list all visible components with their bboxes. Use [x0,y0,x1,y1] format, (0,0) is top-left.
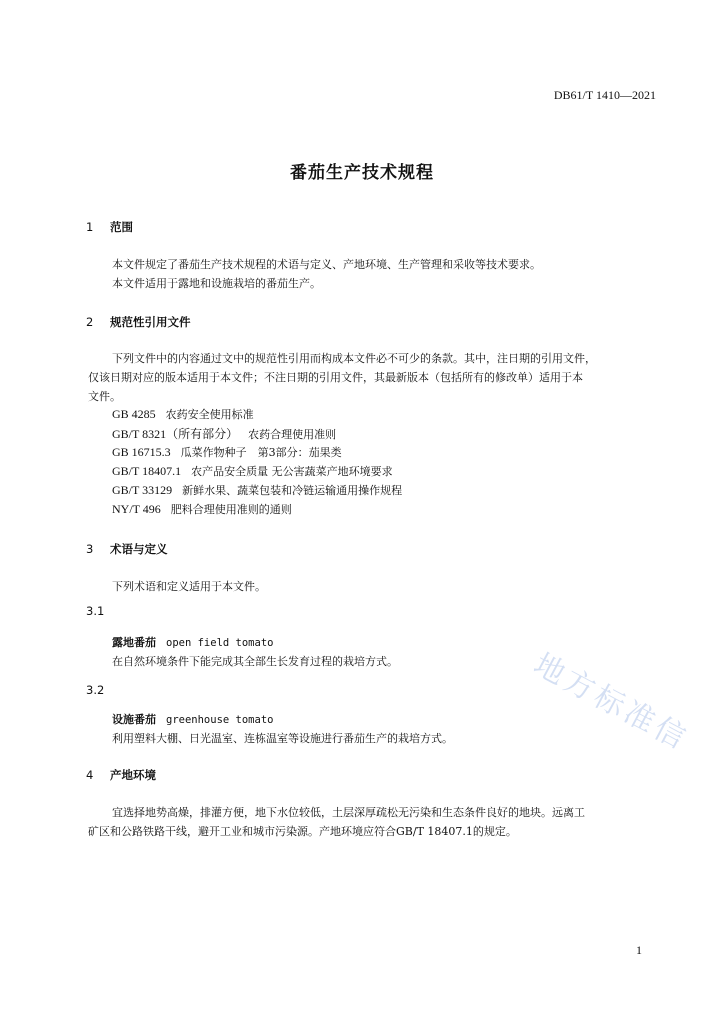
term-name-en: open field tomato [166,637,274,649]
scope-paragraph: 本文件规定了番茄生产技术规程的术语与定义、产地环境、生产管理和采收等技术要求。 [112,258,541,271]
reference-item [112,463,393,479]
normative-intro-line: 下列文件中的内容通过文中的规范性引用而构成本文件必不可少的条款。其中，注日期的引用文件， [112,352,596,365]
reference-title: 新鲜水果、蔬菜包装和冷链运输通用操作规程 [182,484,403,497]
section-environment-heading [86,767,156,783]
term-entry [112,634,273,650]
section-title: 规范性引用文件 [110,315,191,329]
reference-code: GB/T 33129 [112,483,173,497]
reference-item [112,501,292,517]
reference-item [112,482,402,498]
environment-line: 宜选择地势高燥，排灌方便，地下水位较低，土层深厚疏松无污染和生态条件良好的地块。远离工 [112,806,585,819]
term-definition: 在自然环境条件下能完成其全部生长发育过程的栽培方式。 [112,655,398,668]
reference-code: GB/T 8321（所有部分） [112,427,239,441]
term-entry [112,711,273,727]
environment-line: 矿区和公路铁路干线，避开工业和城市污染源。产地环境应符合GB/T 18407.1的规定。 [88,825,517,838]
scope-paragraph: 本文件适用于露地和设施栽培的番茄生产。 [112,277,321,290]
section-title: 产地环境 [110,768,157,782]
term-definition: 利用塑料大棚、日光温室、连栋温室等设施进行番茄生产的栽培方式。 [112,732,453,745]
section-title: 范围 [110,220,134,234]
reference-code: GB 4285 [112,407,156,421]
reference-item [112,444,342,460]
watermark: 地方标准信 [527,647,695,758]
reference-code: GB/T 18407.1 [112,464,182,478]
document-title: 番茄生产技术规程 [290,163,434,183]
reference-title: 瓜菜作物种子 第3部分：茄果类 [180,446,342,459]
reference-code: NY/T 496 [112,502,161,516]
reference-title: 农产品安全质量 无公害蔬菜产地环境要求 [191,465,393,478]
reference-item [112,406,254,422]
term-number: 3.2 [86,683,105,697]
standard-code: DB61/T 1410—2021 [553,88,656,102]
section-number: 1 [86,220,94,234]
reference-code: GB 16715.3 [112,445,171,459]
term-name-zh: 露地番茄 [112,636,156,649]
term-name-zh: 设施番茄 [112,713,156,726]
section-number: 2 [86,315,94,329]
section-number: 3 [86,542,94,556]
section-terms-heading [86,541,168,557]
reference-title: 农药合理使用准则 [248,428,337,441]
term-name-en: greenhouse tomato [166,714,274,726]
reference-title: 肥料合理使用准则的通则 [170,503,292,516]
reference-title: 农药安全使用标准 [165,408,254,421]
section-normative-heading [86,314,191,330]
section-number: 4 [86,768,94,782]
page-number: 1 [636,943,642,957]
term-number: 3.1 [86,604,105,618]
terms-intro: 下列术语和定义适用于本文件。 [112,580,266,593]
section-title: 术语与定义 [110,542,168,556]
normative-intro-line: 文件。 [88,390,121,403]
section-scope-heading [86,219,133,235]
reference-item [112,425,336,442]
normative-intro-line: 仅该日期对应的版本适用于本文件；不注日期的引用文件，其最新版本（包括所有的修改单）适用于本 [88,371,583,384]
